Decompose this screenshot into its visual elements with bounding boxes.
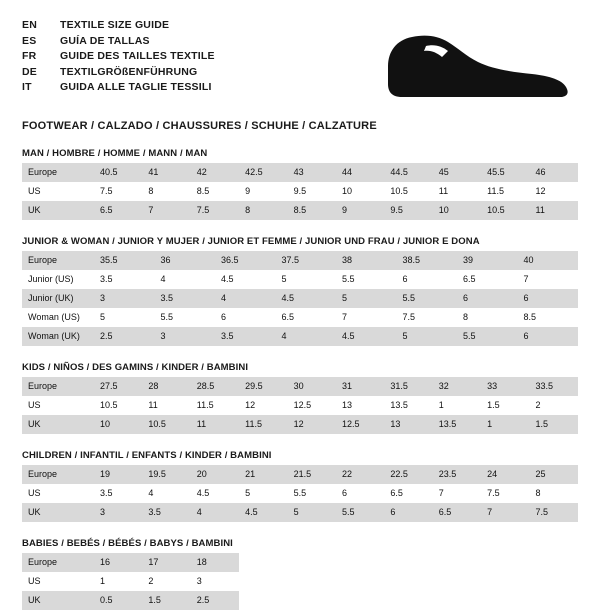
size-cell: 7 <box>336 308 397 327</box>
size-cell: 9 <box>336 201 384 220</box>
row-label: Junior (UK) <box>22 289 94 308</box>
size-cell: 9.5 <box>288 182 336 201</box>
size-table <box>22 377 578 434</box>
size-cell: 10 <box>94 415 142 434</box>
size-cell: 5 <box>276 270 337 289</box>
size-cell: 4.5 <box>215 270 276 289</box>
size-cell: 42 <box>191 163 239 182</box>
size-cell <box>288 591 336 610</box>
size-cell: 3.5 <box>142 503 190 522</box>
language-code: ES <box>22 34 37 47</box>
size-cell: 19 <box>94 465 142 484</box>
page-header <box>22 18 578 106</box>
size-cell <box>384 572 432 591</box>
language-row <box>22 49 215 65</box>
size-cell: 4 <box>215 289 276 308</box>
size-cell: 10.5 <box>94 396 142 415</box>
size-cell: 4.5 <box>191 484 239 503</box>
size-cell: 40 <box>518 251 579 270</box>
size-table <box>22 465 578 522</box>
size-cell: 7.5 <box>397 308 458 327</box>
size-cell: 11.5 <box>239 415 287 434</box>
language-title: TEXTILE SIZE GUIDE <box>60 19 170 31</box>
size-cell: 28.5 <box>191 377 239 396</box>
size-cell: 8.5 <box>518 308 579 327</box>
size-group-title: CHILDREN / INFANTIL / ENFANTS / KINDER / BAMBINI <box>22 450 272 461</box>
size-cell: 19.5 <box>142 465 190 484</box>
size-cell: 4.5 <box>336 327 397 346</box>
size-cell: 2.5 <box>191 591 239 610</box>
language-title: GUIDA ALLE TAGLIE TESSILI <box>60 81 212 93</box>
size-cell: 8 <box>457 308 518 327</box>
size-group <box>22 538 578 610</box>
size-cell <box>433 591 481 610</box>
size-cell: 41 <box>142 163 190 182</box>
size-cell <box>481 553 529 572</box>
row-label: UK <box>22 503 94 522</box>
size-cell: 24 <box>481 465 529 484</box>
row-label: Europe <box>22 251 94 270</box>
row-label: UK <box>22 591 94 610</box>
size-cell: 21.5 <box>288 465 336 484</box>
size-cell: 38.5 <box>397 251 458 270</box>
size-cell: 4.5 <box>239 503 287 522</box>
size-cell: 28 <box>142 377 190 396</box>
size-cell: 3.5 <box>94 484 142 503</box>
size-cell: 44.5 <box>384 163 432 182</box>
size-cell: 6 <box>518 327 579 346</box>
size-cell: 6 <box>215 308 276 327</box>
row-label: US <box>22 182 94 201</box>
language-code: EN <box>22 19 37 31</box>
size-cell: 4 <box>155 270 216 289</box>
size-cell: 8.5 <box>191 182 239 201</box>
table-row <box>22 553 578 572</box>
size-cell: 22 <box>336 465 384 484</box>
dress-shoe-icon <box>382 30 572 102</box>
size-cell: 6.5 <box>384 484 432 503</box>
size-cell <box>481 591 529 610</box>
size-cell: 3 <box>94 503 142 522</box>
size-group-title: MAN / HOMBRE / HOMME / MANN / MAN <box>22 148 208 159</box>
table-row <box>22 415 578 434</box>
size-cell: 32 <box>433 377 481 396</box>
size-cell: 3 <box>191 572 239 591</box>
size-cell: 3.5 <box>155 289 216 308</box>
size-cell: 3.5 <box>94 270 155 289</box>
size-cell: 11 <box>142 396 190 415</box>
size-cell <box>530 572 578 591</box>
size-cell: 33.5 <box>530 377 578 396</box>
size-cell: 31.5 <box>384 377 432 396</box>
language-code: FR <box>22 50 37 62</box>
size-cell: 7 <box>518 270 579 289</box>
size-cell <box>336 572 384 591</box>
size-cell: 0.5 <box>94 591 142 610</box>
size-cell: 22.5 <box>384 465 432 484</box>
size-cell: 36.5 <box>215 251 276 270</box>
size-tables <box>22 148 578 610</box>
size-group-title: JUNIOR & WOMAN / JUNIOR Y MUJER / JUNIOR ET FEMME / JUNIOR UND FRAU / JUNIOR E DONA <box>22 236 480 247</box>
size-table <box>22 251 578 346</box>
size-cell <box>433 572 481 591</box>
size-cell: 31 <box>336 377 384 396</box>
size-cell: 11.5 <box>481 182 529 201</box>
table-row <box>22 572 578 591</box>
size-cell: 6 <box>336 484 384 503</box>
size-cell: 25 <box>530 465 578 484</box>
size-cell: 4 <box>276 327 337 346</box>
size-cell <box>530 591 578 610</box>
size-cell: 35.5 <box>94 251 155 270</box>
size-group <box>22 236 578 346</box>
language-titles <box>22 18 215 96</box>
row-label: US <box>22 572 94 591</box>
size-cell: 12 <box>288 415 336 434</box>
size-group-title: KIDS / NIÑOS / DES GAMINS / KINDER / BAMBINI <box>22 362 249 373</box>
table-row <box>22 308 578 327</box>
size-cell: 13.5 <box>384 396 432 415</box>
size-cell: 6 <box>384 503 432 522</box>
size-cell: 29.5 <box>239 377 287 396</box>
size-cell: 1 <box>433 396 481 415</box>
size-group-title: BABIES / BEBÉS / BÉBÉS / BABYS / BAMBINI <box>22 538 233 549</box>
row-label: UK <box>22 415 94 434</box>
size-cell: 6.5 <box>457 270 518 289</box>
size-cell: 6.5 <box>94 201 142 220</box>
size-cell: 5 <box>239 484 287 503</box>
size-cell: 8.5 <box>288 201 336 220</box>
size-cell: 23.5 <box>433 465 481 484</box>
size-cell: 7 <box>481 503 529 522</box>
size-cell: 12.5 <box>288 396 336 415</box>
size-cell: 40.5 <box>94 163 142 182</box>
size-cell: 10.5 <box>142 415 190 434</box>
size-cell: 9 <box>239 182 287 201</box>
table-row <box>22 327 578 346</box>
size-cell: 7.5 <box>191 201 239 220</box>
size-cell <box>239 591 287 610</box>
size-group <box>22 450 578 522</box>
table-row <box>22 182 578 201</box>
size-cell: 27.5 <box>94 377 142 396</box>
size-cell: 5.5 <box>288 484 336 503</box>
size-cell: 8 <box>142 182 190 201</box>
size-cell: 2 <box>530 396 578 415</box>
size-group <box>22 362 578 434</box>
size-cell: 5.5 <box>336 503 384 522</box>
table-row <box>22 465 578 484</box>
size-cell: 10 <box>336 182 384 201</box>
size-cell: 12 <box>239 396 287 415</box>
size-cell: 6.5 <box>276 308 337 327</box>
size-cell: 8 <box>239 201 287 220</box>
size-cell <box>384 591 432 610</box>
size-cell: 45 <box>433 163 481 182</box>
size-cell: 5 <box>288 503 336 522</box>
language-row <box>22 34 215 50</box>
size-cell: 1.5 <box>530 415 578 434</box>
size-cell: 6 <box>457 289 518 308</box>
size-cell: 11 <box>530 201 578 220</box>
size-cell: 5.5 <box>457 327 518 346</box>
table-row <box>22 201 578 220</box>
table-row <box>22 377 578 396</box>
table-row <box>22 396 578 415</box>
size-cell: 46 <box>530 163 578 182</box>
table-row <box>22 270 578 289</box>
row-label: Europe <box>22 553 94 572</box>
size-cell: 5.5 <box>397 289 458 308</box>
size-cell: 10.5 <box>481 201 529 220</box>
size-cell: 6 <box>518 289 579 308</box>
size-cell: 17 <box>142 553 190 572</box>
size-cell: 44 <box>336 163 384 182</box>
size-cell <box>433 553 481 572</box>
size-cell: 38 <box>336 251 397 270</box>
size-cell: 1.5 <box>142 591 190 610</box>
row-label: Woman (UK) <box>22 327 94 346</box>
size-cell <box>288 572 336 591</box>
size-cell: 37.5 <box>276 251 337 270</box>
language-title: GUIDE DES TAILLES TEXTILE <box>60 50 215 62</box>
row-label: Europe <box>22 377 94 396</box>
size-cell: 33 <box>481 377 529 396</box>
category-title: FOOTWEAR / CALZADO / CHAUSSURES / SCHUHE / CALZATURE <box>22 120 377 132</box>
size-cell: 7 <box>433 484 481 503</box>
size-cell <box>384 553 432 572</box>
table-row <box>22 503 578 522</box>
size-cell: 3 <box>155 327 216 346</box>
size-cell: 42.5 <box>239 163 287 182</box>
size-cell: 10 <box>433 201 481 220</box>
size-cell: 5.5 <box>155 308 216 327</box>
table-row <box>22 251 578 270</box>
language-row <box>22 65 215 81</box>
size-cell: 39 <box>457 251 518 270</box>
size-cell: 43 <box>288 163 336 182</box>
table-row <box>22 289 578 308</box>
size-cell: 3.5 <box>215 327 276 346</box>
size-cell <box>481 572 529 591</box>
size-cell: 11 <box>191 415 239 434</box>
size-cell: 21 <box>239 465 287 484</box>
size-cell <box>336 553 384 572</box>
size-cell: 7.5 <box>530 503 578 522</box>
size-cell: 5 <box>94 308 155 327</box>
size-cell: 6.5 <box>433 503 481 522</box>
size-cell <box>239 553 287 572</box>
row-label: Woman (US) <box>22 308 94 327</box>
size-cell: 11 <box>433 182 481 201</box>
size-cell: 20 <box>191 465 239 484</box>
row-label: UK <box>22 201 94 220</box>
size-cell: 2.5 <box>94 327 155 346</box>
size-cell: 13 <box>336 396 384 415</box>
table-row <box>22 484 578 503</box>
size-cell: 12 <box>530 182 578 201</box>
size-cell: 7.5 <box>481 484 529 503</box>
size-cell: 10.5 <box>384 182 432 201</box>
size-cell: 1 <box>94 572 142 591</box>
size-cell: 5.5 <box>336 270 397 289</box>
size-cell: 3 <box>94 289 155 308</box>
size-cell: 5 <box>336 289 397 308</box>
size-cell: 1.5 <box>481 396 529 415</box>
size-cell: 6 <box>397 270 458 289</box>
size-cell: 4.5 <box>276 289 337 308</box>
size-cell <box>239 572 287 591</box>
size-cell: 16 <box>94 553 142 572</box>
size-cell: 4 <box>142 484 190 503</box>
table-row <box>22 591 578 610</box>
size-cell: 8 <box>530 484 578 503</box>
size-cell: 12.5 <box>336 415 384 434</box>
language-code: DE <box>22 65 37 78</box>
size-cell: 7.5 <box>94 182 142 201</box>
size-cell: 7 <box>142 201 190 220</box>
size-cell <box>288 553 336 572</box>
size-cell: 36 <box>155 251 216 270</box>
size-group <box>22 148 578 220</box>
size-cell: 4 <box>191 503 239 522</box>
size-cell: 13.5 <box>433 415 481 434</box>
size-cell: 18 <box>191 553 239 572</box>
size-table <box>22 553 578 610</box>
size-cell: 13 <box>384 415 432 434</box>
row-label: Junior (US) <box>22 270 94 289</box>
size-cell <box>336 591 384 610</box>
language-row <box>22 18 215 34</box>
row-label: US <box>22 484 94 503</box>
size-cell: 2 <box>142 572 190 591</box>
size-cell: 9.5 <box>384 201 432 220</box>
size-table <box>22 163 578 220</box>
row-label: US <box>22 396 94 415</box>
size-cell: 5 <box>397 327 458 346</box>
size-cell: 11.5 <box>191 396 239 415</box>
language-title: TEXTILGRÖßENFÜHRUNG <box>60 65 198 78</box>
row-label: Europe <box>22 465 94 484</box>
size-cell <box>530 553 578 572</box>
language-row <box>22 80 215 96</box>
size-cell: 45.5 <box>481 163 529 182</box>
table-row <box>22 163 578 182</box>
size-cell: 30 <box>288 377 336 396</box>
row-label: Europe <box>22 163 94 182</box>
language-title: GUÍA DE TALLAS <box>60 34 150 47</box>
size-cell: 1 <box>481 415 529 434</box>
language-code: IT <box>22 81 32 93</box>
